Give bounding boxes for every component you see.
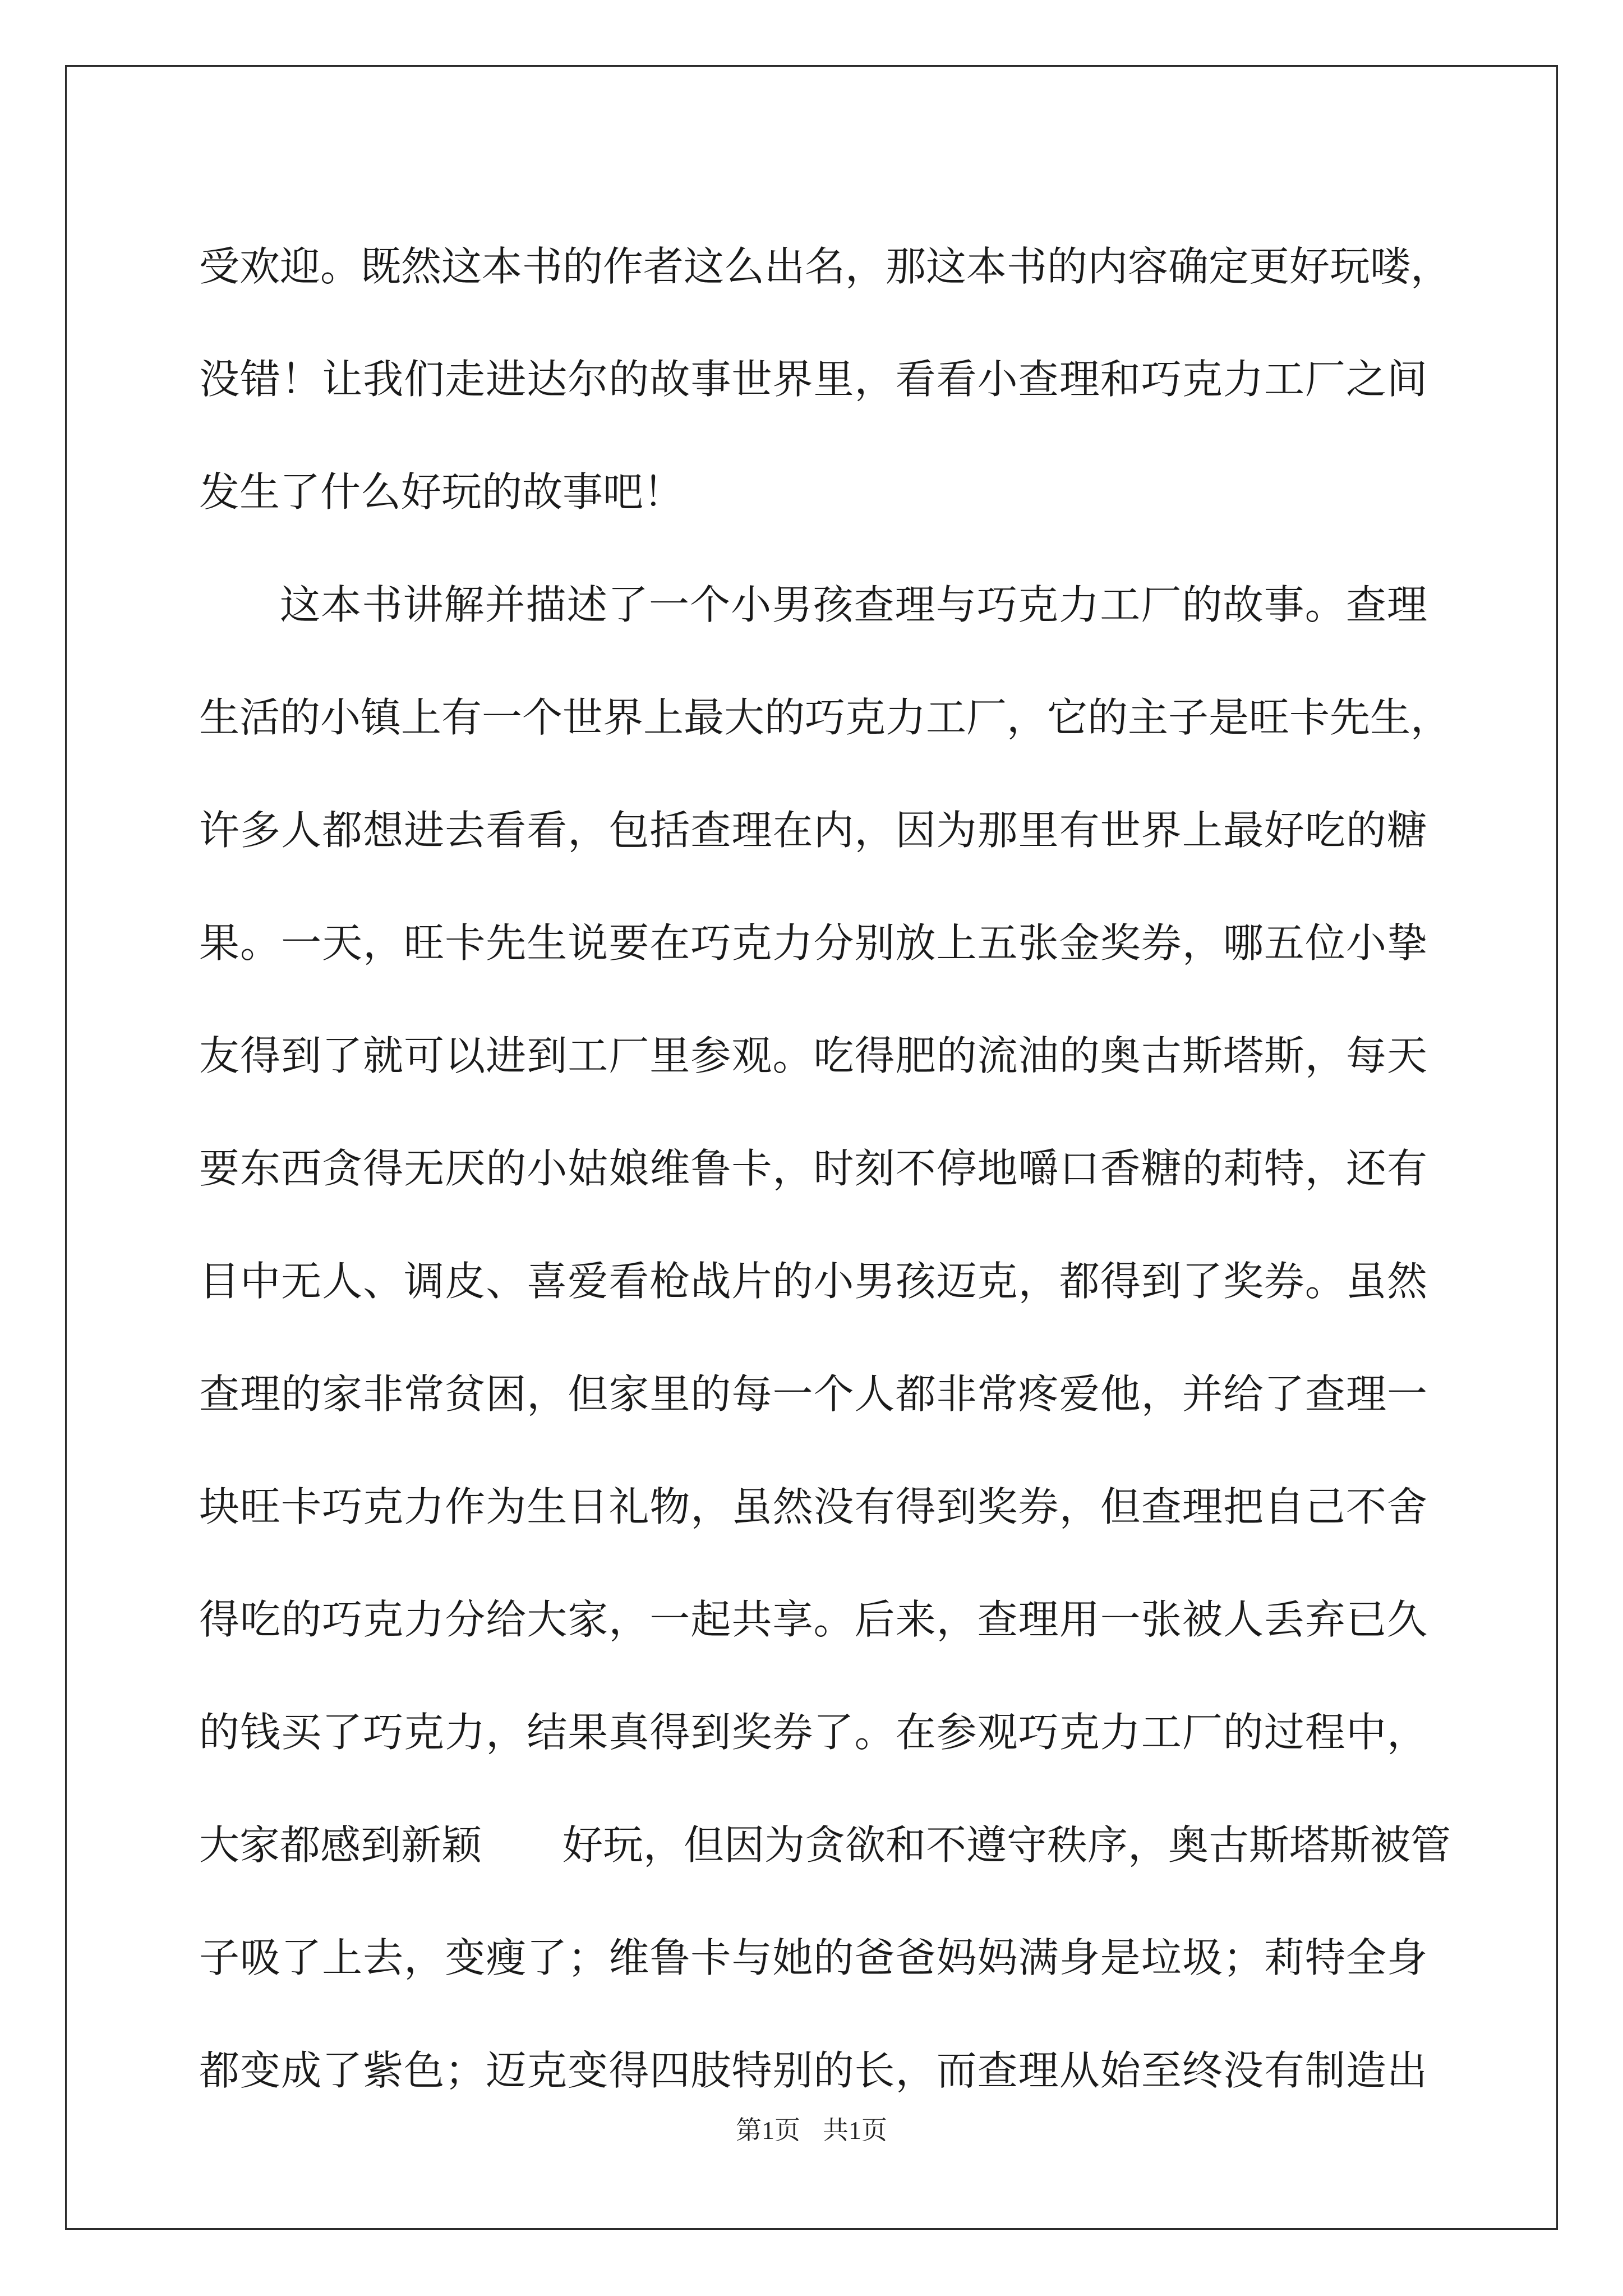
page-footer [0, 2114, 1623, 2147]
text-line: 生活的小镇上有一个世界上最大的巧克力工厂，它的主子是旺卡先生， [199, 694, 1451, 741]
document-body [199, 210, 1451, 2127]
text-line: 没错！让我们走进达尔的故事世界里，看看小查理和巧克力工厂之间 [199, 356, 1427, 403]
page-total: 共1页 [823, 2116, 887, 2145]
text-line: 发生了什么好玩的故事吧！ [199, 468, 684, 516]
paragraph-first-line: 这本书讲解并描述了一个小男孩查理与巧克力工厂的故事。查理 [280, 581, 1427, 628]
text-line: 目中无人、调皮、喜爱看枪战片的小男孩迈克，都得到了奖券。虽然 [199, 1258, 1427, 1305]
text-line: 查理的家非常贫困，但家里的每一个人都非常疼爱他，并给了查理一 [199, 1370, 1427, 1418]
text-line: 受欢迎。既然这本书的作者这么出名，那这本书的内容确定更好玩喽， [199, 243, 1451, 290]
text-line: 许多人都想进去看看，包括查理在内，因为那里有世界上最好吃的糖 [199, 807, 1427, 854]
text-line: 块旺卡巧克力作为生日礼物，虽然没有得到奖券，但查理把自己不舍 [199, 1483, 1427, 1530]
text-line: 友得到了就可以进到工厂里参观。吃得肥的流油的奥古斯塔斯，每天 [199, 1032, 1427, 1079]
text-line: 得吃的巧克力分给大家，一起共享。后来，查理用一张被人丢弃已久 [199, 1596, 1427, 1643]
text-line: 果。一天，旺卡先生说要在巧克力分别放上五张金奖券，哪五位小挚 [199, 919, 1427, 967]
page-number: 第1页 [736, 2116, 800, 2145]
text-line: 子吸了上去，变瘦了；维鲁卡与她的爸爸妈妈满身是垃圾；莉特全身 [199, 1934, 1427, 1981]
text-line: 大家都感到新颖 好玩，但因为贪欲和不遵守秩序，奥古斯塔斯被管 [199, 1821, 1451, 1869]
text-line: 要东西贪得无厌的小姑娘维鲁卡，时刻不停地嚼口香糖的莉特，还有 [199, 1145, 1427, 1192]
text-line: 的钱买了巧克力，结果真得到奖券了。在参观巧克力工厂的过程中， [199, 1709, 1427, 1756]
text-line: 都变成了紫色；迈克变得四肢特别的长，而查理从始至终没有制造出 [199, 2047, 1427, 2094]
